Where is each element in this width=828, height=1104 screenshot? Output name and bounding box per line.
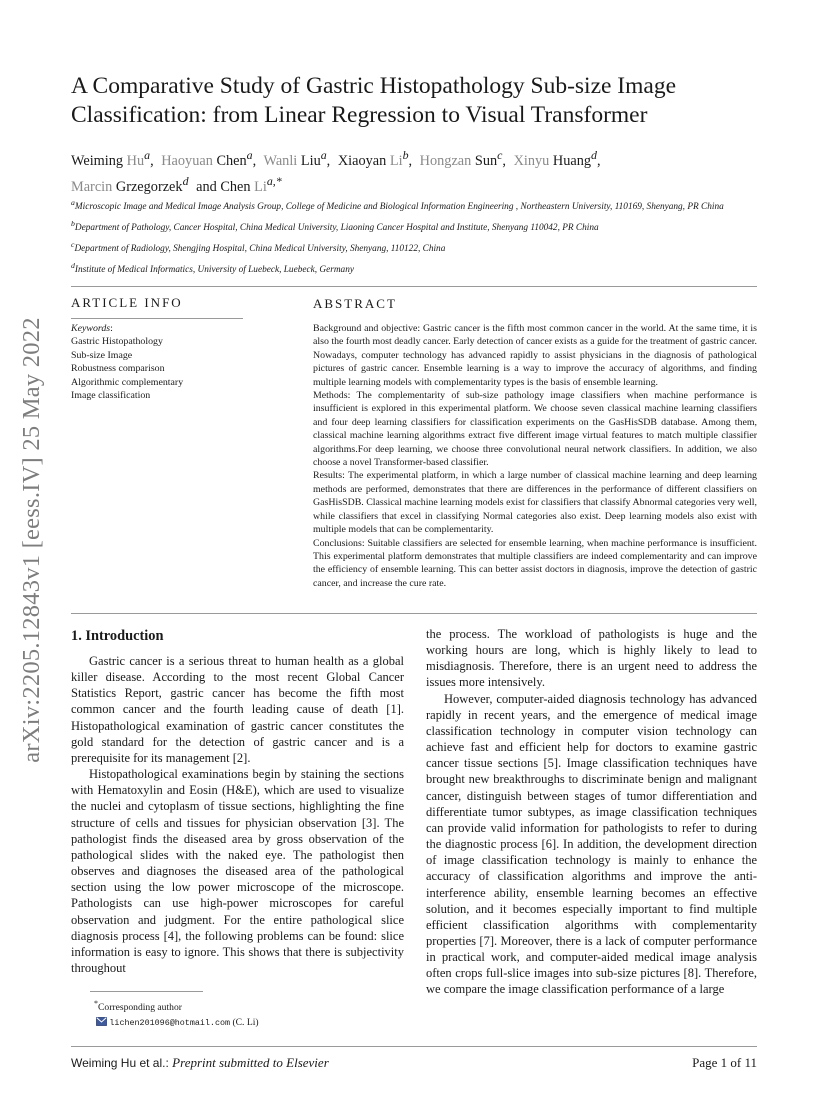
author-affiliation-mark: b [402,148,409,162]
intro-heading: 1. Introduction [71,628,164,644]
affiliation [71,239,761,255]
author-family-name: Huang [552,152,592,169]
author-given-name: Chen [220,178,251,195]
arxiv-stamp [10,285,54,795]
author-affiliation-mark: a [144,148,151,162]
affiliation-text: Microscopic Image and Medical Image Analysis Group, College of Medicine and Biological Information Engineering , Northeastern University, 110169, Shenyang, PR China [74,202,724,213]
affiliation [71,260,761,276]
author-family-name: Liu [300,152,321,169]
author-family-name: Li [389,152,403,169]
affiliation-text: Department of Radiology, Shengjing Hospital, China Medical University, Shenyang, 110122, China [74,243,446,254]
author-affiliation-mark: c [497,148,503,162]
author-given-name: Xinyu [513,152,550,169]
author-given-name: Wanli [263,152,298,169]
intro-paragraph: Gastric cancer is a serious threat to human health as a global killer disease. According to the most recent Global Cancer Statistics Report, gastric cancer has become the fifth most common cancer and the fourth leading cause of death [1]. Histopathological examination of gastric cancer constitutes the gold standard for the detection of gastric cancer and is a prerequisite for its management [2]. [71,654,404,765]
affiliation-mark: a [71,198,75,207]
footer-preprint-note: Preprint submitted to Elsevier [172,1055,329,1070]
article-info-divider [71,318,243,319]
footnote-mark: * [94,999,98,1008]
footnote-email[interactable]: lichen201096@hotmail.com [109,1018,231,1029]
author-given-name: Haoyuan [161,152,213,169]
keywords-block [71,322,301,402]
envelope-icon [96,1017,107,1026]
author-family-name: Grzegorzek [115,178,183,195]
keywords-label: Keywords [71,323,111,334]
author: Hongzan Sun$^c$, [419,148,506,169]
abstract-body [313,322,757,590]
abstract-paragraph: Results: The experimental platform, in which a large number of classical machine learning and deep learning methods are performed, demonstrates that there are differences in the performance of different classifiers on GasHisSDB. Classical machine learning models exist for classifiers that classify Abnormal categories very well, while classifiers that excel in classifying Normal categories also exist. Deep learning models also exist with multiple models that can be complementarity. [313,470,757,536]
paper-title: A Comparative Study of Gastric Histopathology Sub-size Image Classification: from Linear Regression to Visual Transformer [71,73,677,128]
page-number: Page 1 of 11 [692,1055,757,1070]
author: Xinyu Huang$^d$, [513,148,601,169]
author-affiliation-mark: d [182,173,189,188]
keyword-item: Image classification [71,390,151,402]
author-list [71,145,771,197]
author-family-name: Li [254,178,267,195]
header-divider [71,286,757,287]
author-given-name: Hongzan [419,152,472,169]
affiliation-mark: d [71,260,75,270]
abstract-heading: ABSTRACT [313,296,397,311]
footnote-text: Corresponding author [98,1002,182,1014]
footnote [90,996,390,1031]
intro-paragraph: However, computer-aided diagnosis technology has advanced rapidly in recent years, and the emergence of medical image classification technology in computer vision technology can achieve fast and efficient help for doctors to examine gastric cancer tissue sections [5]. Image classification techniques have brought new breakthroughs to discriminate benign and malignant cancer, distinguish between stages of tumor differentiation and differentiate tumor subtypes, as image classification techniques can provide valid information for pathologists to refer to during the diagnostic process [6]. In addition, the development direction of image classification technology is mainly to enhance the accuracy of classification algorithms and improve the anti-interference ability, ensemble learning becomes an effective solution, and it becomes especially important to find multiple efficient classification algorithms with complementarity properties [7]. Moreover, there is a lack of computer performance in practical work, and computer-aided medical image analysis often crops full-slice images into sub-size pictures [8]. Therefore, we compare the image classification performance of a large [426,691,757,997]
intro-right-column [426,626,757,998]
author-family-name: Hu [126,152,145,169]
footnote-email-line [90,1015,390,1031]
author: Wanli Liu$^a$, [263,148,331,169]
author-given-name: Weiming [71,152,124,169]
footnote-divider [90,991,203,992]
keywords-label-line: Keywords: [71,323,113,334]
affiliations [71,197,761,281]
author-and: and [196,178,217,195]
affiliation [71,197,761,213]
author [71,173,189,195]
keyword-item: Sub-size Image [71,349,133,361]
author-family-name: Chen [216,152,247,169]
arxiv-stamp-text: arXiv:2205.12843v1 [eess.IV] 25 May 2022 [18,317,45,763]
affiliation-text: Institute of Medical Informatics, University of Luebeck, Luebeck, Germany [74,264,354,275]
author-affiliation-mark: a [246,148,253,162]
author-family-name: Sun [474,152,498,169]
affiliation-mark: b [71,218,75,228]
affiliation-mark: c [71,239,75,249]
author [220,173,282,195]
keyword-item: Algorithmic complementary [71,376,184,388]
author-affiliation-mark: d [591,148,597,162]
footnote-line [90,996,390,1015]
article-info-heading: ARTICLE INFO [71,295,183,310]
keywords-list [71,335,301,402]
author: Weiming Hu$^a$, [71,148,154,169]
footer-left [71,1055,329,1071]
abstract-paragraph: Background and objective: Gastric cancer is the fifth most common cancer in the world. At the same time, it is also the fourth most deadly cancer. Early detection of cancer exists as a guide for the treatment of gastric cancer. Nowadays, computer technology has advanced rapidly to assist physicians in the diagnosis of pathological pictures of gastric cancer. Ensemble learning is a way to improve the accuracy of algorithms, and finding multiple learning models with complementarity types is the basis of ensemble learning. [313,323,757,388]
author-affiliation-mark: a [320,148,327,162]
affiliation [71,218,761,234]
author-affiliation-mark: a,* [266,173,282,188]
abstract-paragraph: Methods: The complementarity of sub-size pathology image classifiers when machine performance is insufficient is explored in this experimental platform. We choose seven classical machine learning classifiers and four deep learning classifiers for classification experiments on the GasHisSDB database. Among them, classical machine learning algorithms extract five different image virtual features to match multiple classifier algorithms.For deep learning, we choose three convolutional neural network classifiers. In addition, we also choose a novel Transformer-based classifier. [313,390,757,469]
intro-right-paragraphs [426,691,757,998]
footer-divider [71,1046,757,1047]
footnote-email-suffix: (C. Li) [232,1017,259,1029]
intro-left-column [71,653,404,976]
author: Haoyuan Chen$^a$, [161,148,257,169]
author: Xiaoyan Li$^b$, [337,148,413,169]
keyword-item: Gastric Histopathology [71,336,163,348]
keyword-item: Robustness comparison [71,363,165,375]
affiliation-text: Department of Pathology, Cancer Hospital, China Medical University, Liaoning Cancer Hospital and Institute, Shenyang 110042, PR China [74,222,599,233]
intro-paragraph: Histopathological examinations begin by staining the sections with Hematoxylin and Eosin (H&E), which are used to visualize the nuclei and cytoplasm of tissue sections, highlighting the fine structure of cells and tissues for physician observation [3]. The pathologist finds the diseased area by gross observation of the pathological slides with the naked eye. The pathologist then observes and diagnoses the diseased area of the pathological section using the low power microscope of the microscope. Pathologists can use high-power microscopes for careful observation and judgment. For the entire pathological slice diagnosis process [4], the following problems can be found: slice information is easy to ignore. This shows that there is subjectivity throughout [71,767,404,975]
footer-authors: Weiming Hu et al.: [71,1056,169,1070]
author-given-name: Xiaoyan [337,152,387,169]
author-given-name: Marcin [71,178,113,195]
abstract-paragraph: Conclusions: Suitable classifiers are selected for ensemble learning, when machine performance is insufficient. This experimental platform demonstrates that multiple classifiers are indeed complementarity and can improve the efficiency of ensemble learning. This can better assist doctors in diagnosis, improve the detection of gastric cancer, and increase the cure rate. [313,537,757,589]
intro-paragraph-continued: the process. The workload of pathologists is huge and the working hours are long, which is highly likely to lead to misdiagnosis. Therefore, there is an urgent need to address the issues more intensively. [426,627,757,690]
abstract-divider [71,613,757,614]
